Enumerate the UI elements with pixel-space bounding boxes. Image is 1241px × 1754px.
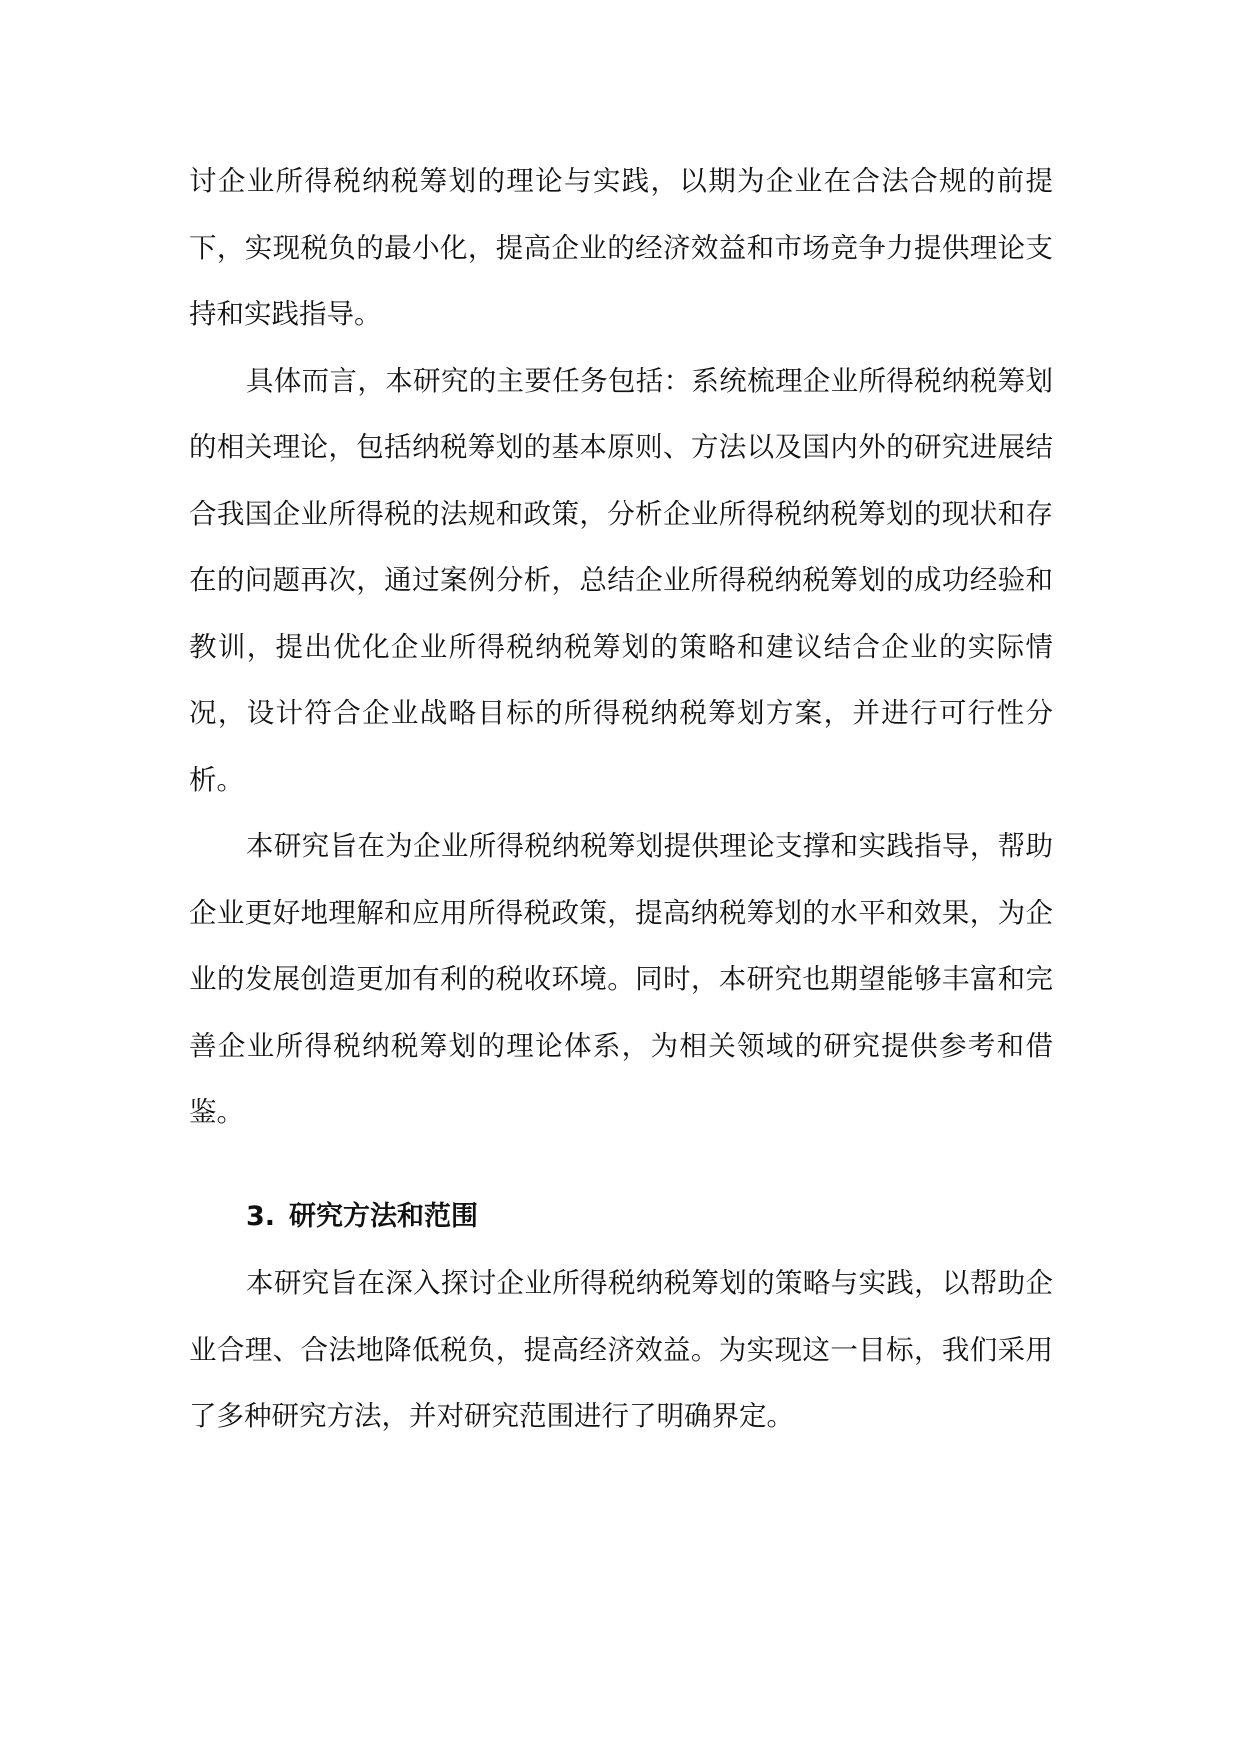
section-number: 3. (246, 1200, 276, 1232)
document-body (189, 148, 1053, 1450)
section-title: 研究方法和范围 (289, 1200, 479, 1232)
paragraph-continuation: 讨企业所得税纳税筹划的理论与实践，以期为企业在合法合规的前提下，实现税负的最小化，提高企业的经济效益和市场竞争力提供理论支持和实践指导。 (189, 165, 1053, 330)
paragraph-methods: 本研究旨在深入探讨企业所得税纳税筹划的策略与实践，以帮助企业合理、合法地降低税负，提高经济效益。为实现这一目标，我们采用了多种研究方法，并对研究范围进行了明确界定。 (189, 1267, 1053, 1432)
section-heading (189, 1184, 1053, 1251)
paragraph-tasks: 具体而言，本研究的主要任务包括：系统梳理企业所得税纳税筹划的相关理论，包括纳税筹划的基本原则、方法以及国内外的研究进展结合我国企业所得税的法规和政策，分析企业所得税纳税筹划的现状和存在的问题再次，通过案例分析，总结企业所得税纳税筹划的成功经验和教训，提出优化企业所得税纳税筹划的策略和建议结合企业的实际情况，设计符合企业战略目标的所得税纳税筹划方案，并进行可行性分析。 (189, 364, 1053, 796)
paragraph-purpose: 本研究旨在为企业所得税纳税筹划提供理论支撑和实践指导，帮助企业更好地理解和应用所得税政策，提高纳税筹划的水平和效果，为企业的发展创造更加有利的税收环境。同时，本研究也期望能够丰富和完善企业所得税纳税筹划的理论体系，为相关领域的研究提供参考和借鉴。 (189, 830, 1053, 1128)
